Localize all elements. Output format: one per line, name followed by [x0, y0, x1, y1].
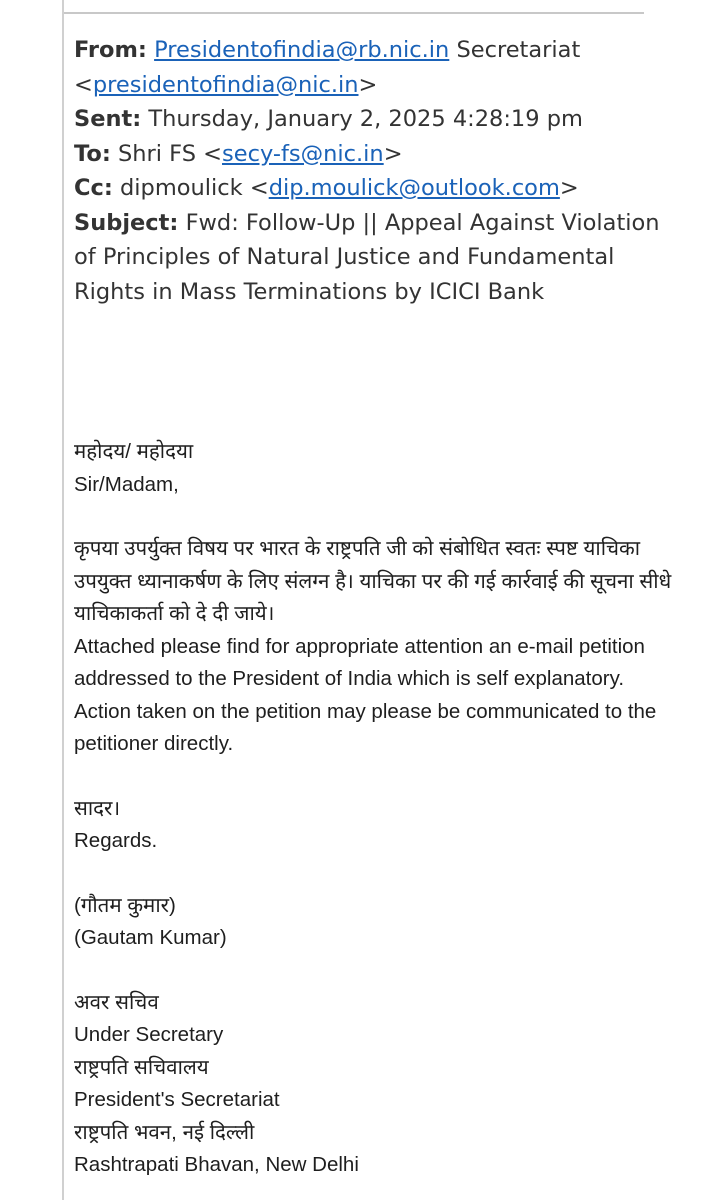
signatory-english: (Gautam Kumar): [74, 926, 227, 949]
from-lt: <: [74, 71, 93, 98]
to-email-link[interactable]: secy-fs@nic.in: [222, 140, 384, 167]
to-row: [74, 137, 674, 172]
salutation-english: Sir/Madam,: [74, 472, 179, 496]
regards-hindi: सादर।: [74, 796, 121, 820]
from-name: Secretariat: [456, 37, 581, 63]
divider: [64, 12, 644, 14]
subject-value: Fwd: Follow-Up || Appeal Against Violation of Principles of Natural Justice and Fundamental Rights in Mass Terminations by ICICI Bank: [74, 209, 660, 305]
regards-english: Regards.: [74, 829, 158, 852]
to-gt: >: [383, 140, 403, 167]
signatory-hindi: (गौतम कुमार): [74, 893, 176, 917]
email-body: [74, 436, 674, 1182]
cc-email-link[interactable]: dip.moulick@outlook.com: [268, 175, 560, 201]
email-header: [74, 33, 674, 309]
from-row: [74, 33, 674, 68]
sent-value: Thursday, January 2, 2025 4:28:19 pm: [148, 106, 583, 132]
office-english: President's Secretariat: [74, 1088, 280, 1111]
address-english: Rashtrapati Bhavan, New Delhi: [74, 1153, 359, 1176]
subject-label: Subject:: [74, 209, 179, 236]
sent-row: [74, 102, 674, 137]
sent-label: Sent:: [74, 106, 142, 132]
paragraph-hindi: कृपया उपर्युक्त विषय पर भारत के राष्ट्रपति जी को संबोधित स्वतः स्पष्ट याचिका उपयुक्त ध्यानाकर्षण के लिए संलग्न है। याचिका पर की गई कार्रवाई की सूचना सीधे याचिकाकर्ता को दे दी जाये।: [74, 537, 672, 625]
from-reply-link[interactable]: presidentofindia@nic.in: [92, 71, 359, 98]
quote-border: [62, 0, 64, 1200]
paragraph-english: Attached please find for appropriate attention an e-mail petition addressed to the President of India which is self explanatory. Action taken on the petition may please be communicated to the petitioner directly.: [74, 634, 657, 755]
designation-hindi: अवर सचिव: [74, 990, 159, 1014]
from-reply-row: [74, 68, 674, 103]
cc-row: [74, 171, 674, 206]
from-gt: >: [358, 71, 378, 98]
office-hindi: राष्ट्रपति सचिवालय: [74, 1055, 209, 1079]
salutation-hindi: महोदय/ महोदया: [74, 440, 194, 463]
to-label: To:: [74, 140, 111, 167]
from-label: From:: [74, 37, 147, 63]
from-email-link[interactable]: Presidentofindia@rb.nic.in: [154, 37, 450, 63]
subject-row: [74, 206, 674, 310]
address-hindi: राष्ट्रपति भवन, नई दिल्ली: [74, 1120, 255, 1144]
cc-name: dipmoulick <: [120, 175, 269, 201]
designation-english: Under Secretary: [74, 1023, 224, 1046]
cc-label: Cc:: [74, 175, 113, 201]
to-name: Shri FS <: [117, 140, 223, 167]
cc-gt: >: [559, 175, 579, 201]
